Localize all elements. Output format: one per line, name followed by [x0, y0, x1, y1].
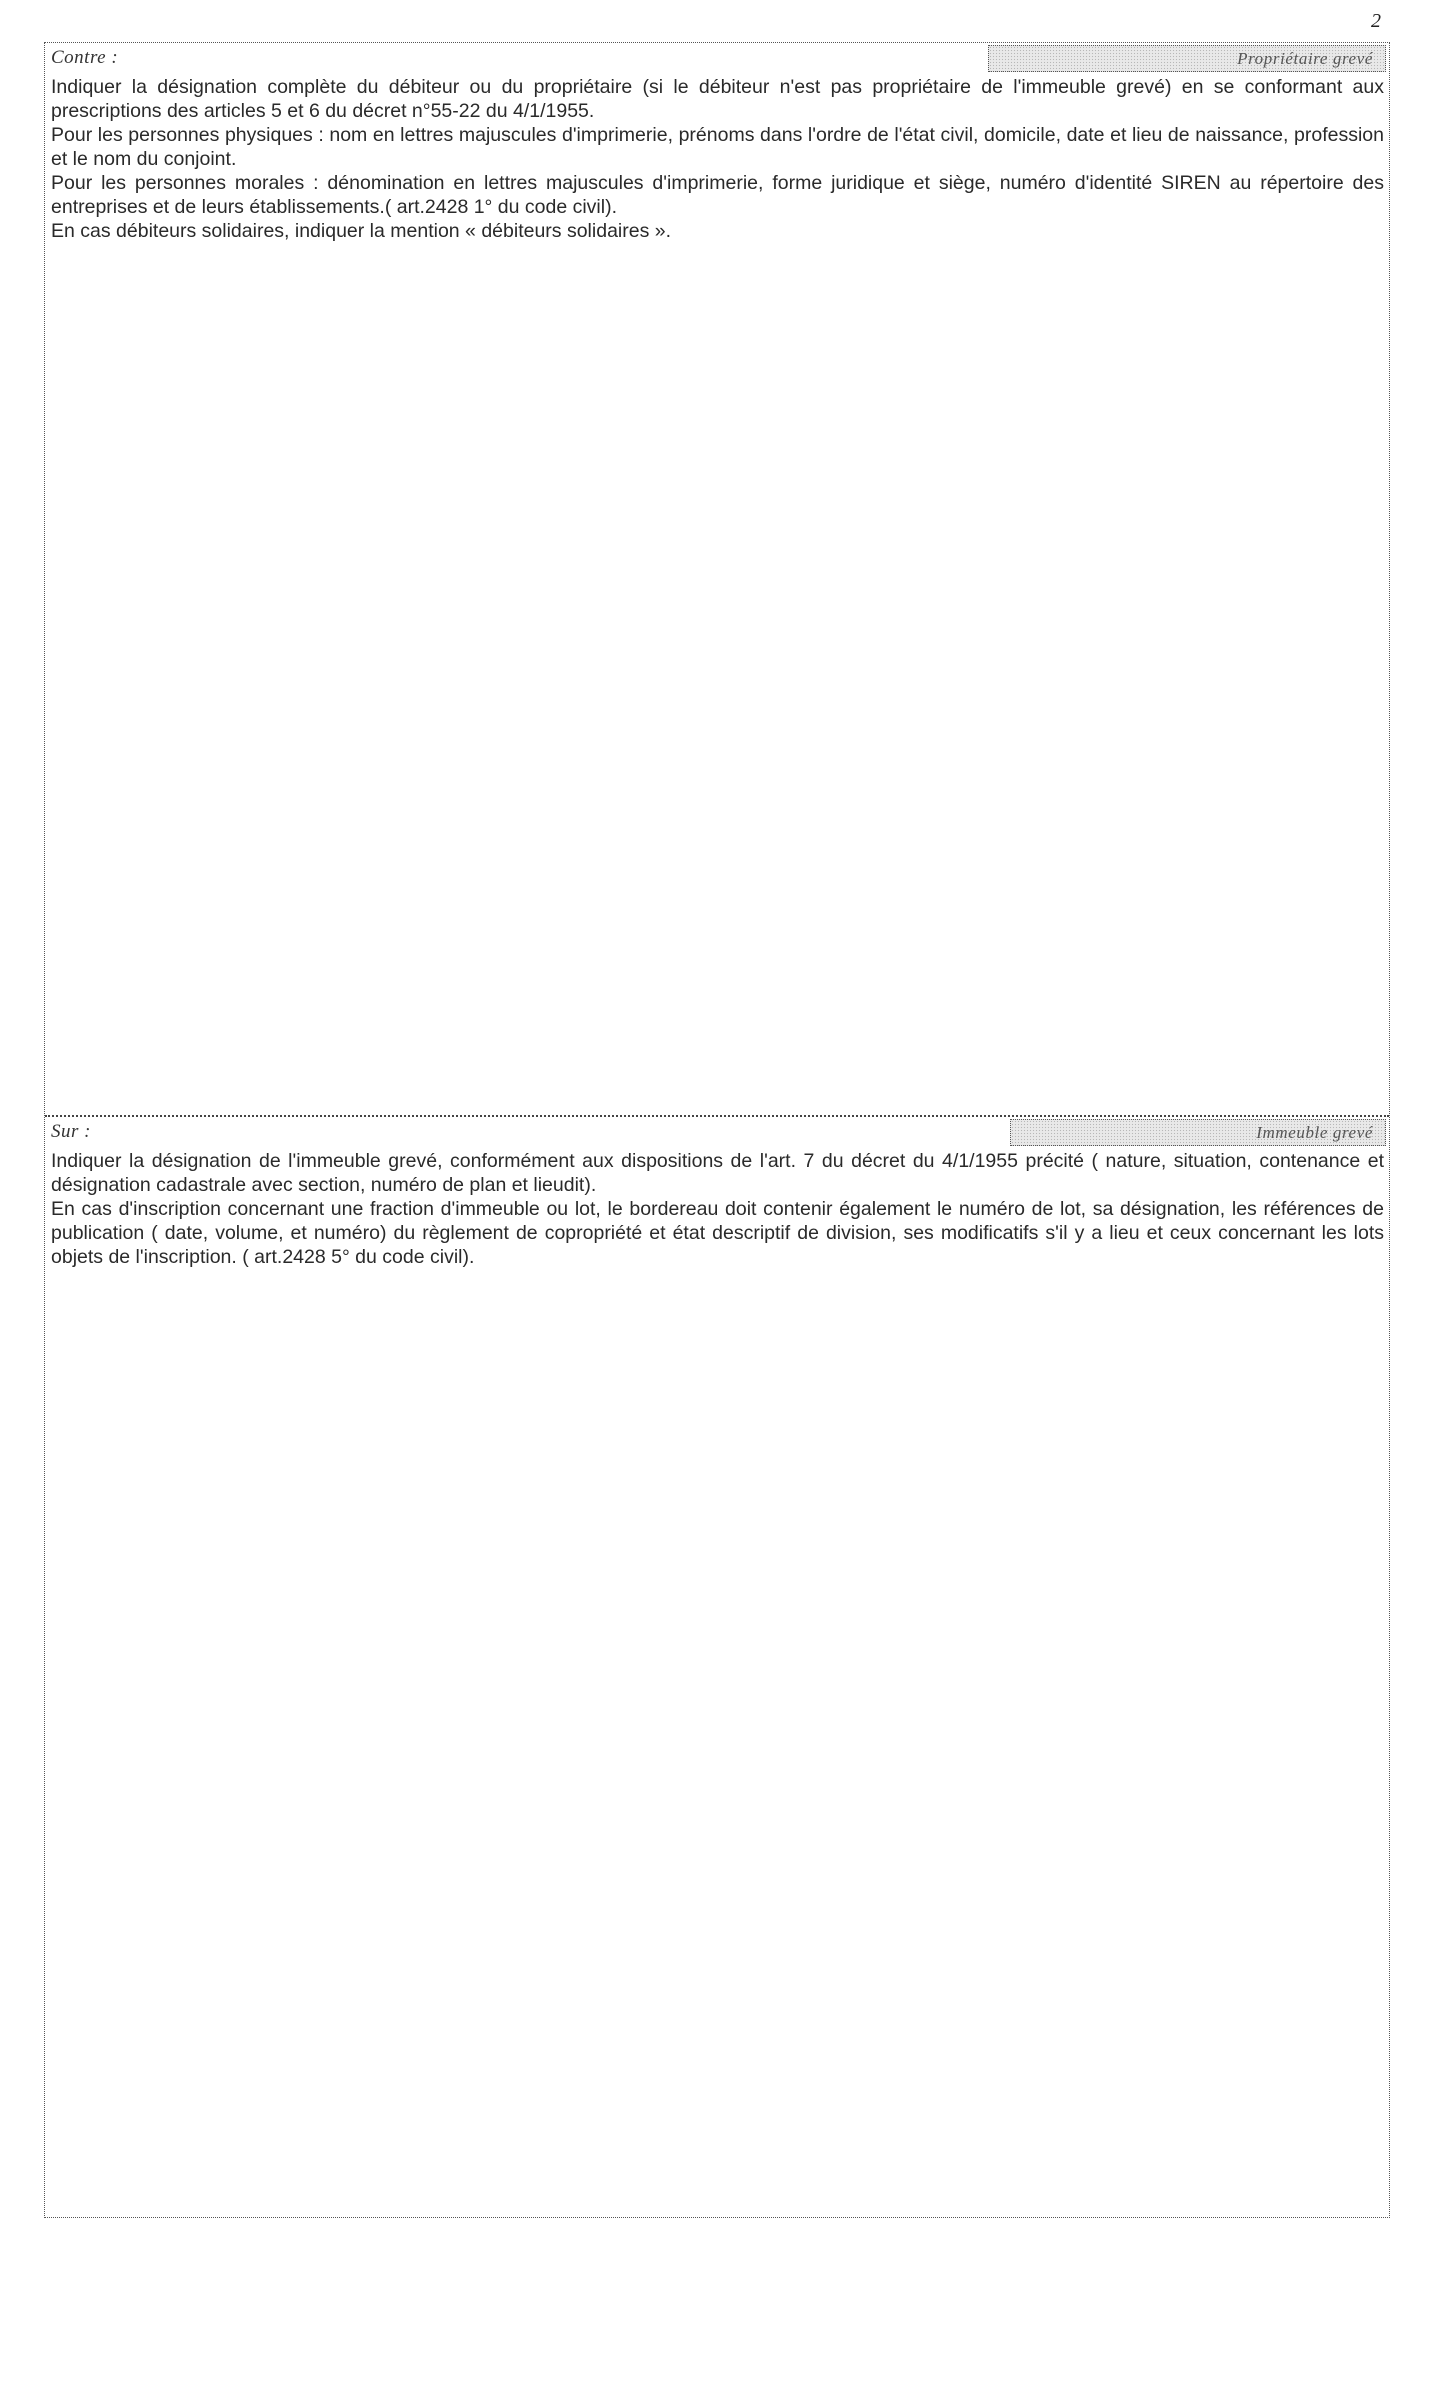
section-sur [45, 1117, 1389, 2217]
section-tag-proprietaire-greve: Propriétaire grevé [988, 45, 1386, 72]
section-header-sur [45, 1117, 1389, 1147]
instruction-paragraph: En cas d'inscription concernant une fraction d'immeuble ou lot, le bordereau doit contenir également le numéro de lot, sa désignation, les références de publication ( date, volume, et numéro) du règlement de copropriété et état descriptif de division, ses modificatifs s'il y a lieu et ceux concernant les lots objets de l'inscription. ( art.2428 5° du code civil). [51, 1198, 1384, 1268]
instructions-sur[interactable] [45, 1147, 1389, 1269]
page-number: 2 [1371, 10, 1381, 32]
instruction-paragraph: Pour les personnes morales : dénomination en lettres majuscules d'imprimerie, forme juridique et siège, numéro d'identité SIREN au répertoire des entreprises et de leurs établissements.( art.2428 1° du code civil). [51, 172, 1384, 218]
instruction-paragraph: Indiquer la désignation de l'immeuble grevé, conformément aux dispositions de l'art. 7 du décret du 4/1/1955 précité ( nature, situation, contenance et désignation cadastrale avec section, numéro de plan et lieudit). [51, 1150, 1384, 1196]
instruction-paragraph: En cas débiteurs solidaires, indiquer la mention « débiteurs solidaires ». [51, 220, 672, 242]
instructions-contre[interactable] [45, 73, 1389, 243]
instruction-paragraph: Indiquer la désignation complète du débiteur ou du propriétaire (si le débiteur n'est pas propriétaire de l'immeuble grevé) en se conformant aux prescriptions des articles 5 et 6 du décret n°55-22 du 4/1/1955. [51, 76, 1384, 122]
section-label-sur: Sur : [51, 1121, 91, 1142]
section-label-contre: Contre : [51, 47, 119, 68]
section-tag-immeuble-greve: Immeuble grevé [1010, 1119, 1386, 1146]
section-header-contre [45, 43, 1389, 73]
section-contre [45, 43, 1389, 1117]
instruction-paragraph: Pour les personnes physiques : nom en lettres majuscules d'imprimerie, prénoms dans l'ordre de l'état civil, domicile, date et lieu de naissance, profession et le nom du conjoint. [51, 124, 1384, 170]
bordereau-form [44, 42, 1390, 2218]
